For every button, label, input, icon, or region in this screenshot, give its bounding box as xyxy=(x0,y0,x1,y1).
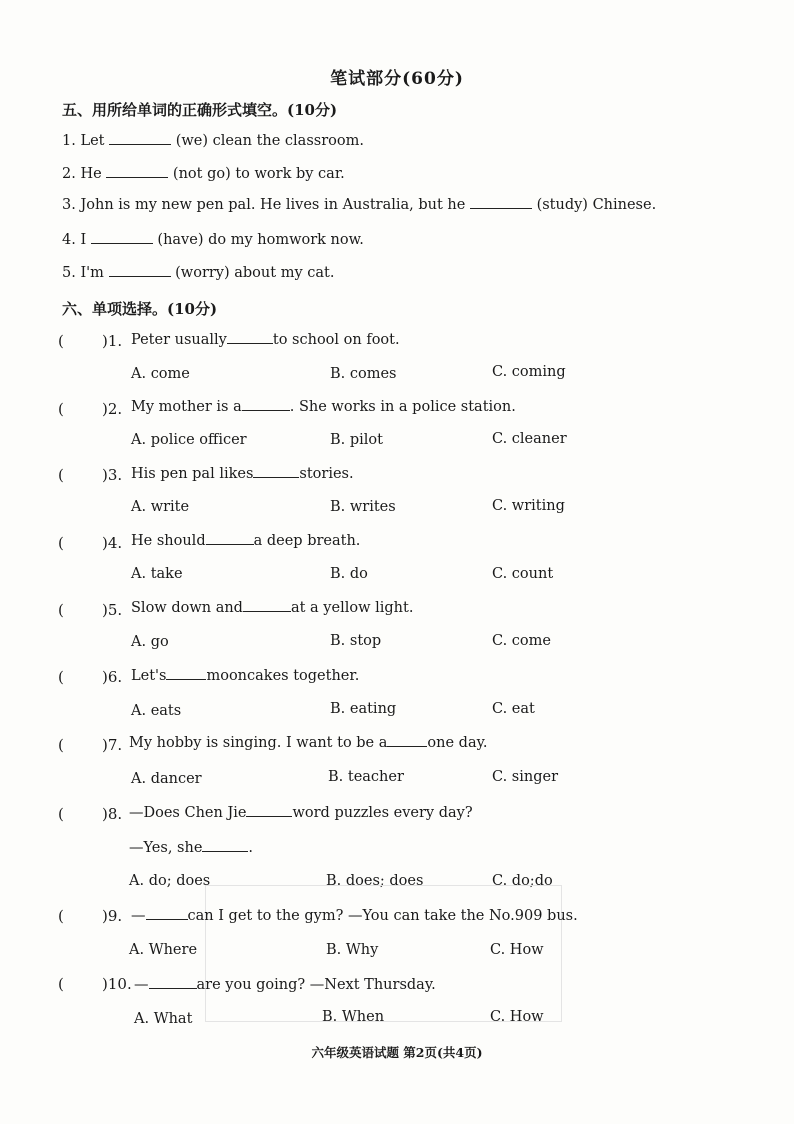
answer-blank[interactable] xyxy=(109,276,171,277)
fill-item-1: 1. Let (we) clean the classroom. xyxy=(62,133,364,149)
question-stem-1: Peter usually to school on foot. xyxy=(131,332,400,348)
answer-paren-9[interactable]: ( )9. xyxy=(58,907,123,925)
option-a-9: A. Where xyxy=(129,942,198,958)
question-blank xyxy=(166,679,206,680)
answer-paren-2[interactable]: ( )2. xyxy=(58,400,123,418)
question-stem-5: Slow down and at a yellow light. xyxy=(131,600,414,616)
question-blank xyxy=(387,746,427,747)
option-b-10: B. When xyxy=(322,1009,385,1025)
fill-item-4: 4. I (have) do my homwork now. xyxy=(62,232,364,248)
option-a-1: A. come xyxy=(131,366,190,382)
option-a-4: A. take xyxy=(131,566,183,582)
question-stem-3: His pen pal likes stories. xyxy=(131,466,354,482)
fill-item-5: 5. I'm (worry) about my cat. xyxy=(62,265,335,281)
answer-paren-7[interactable]: ( )7. xyxy=(58,736,123,754)
question-stem-10: — are you going? —Next Thursday. xyxy=(134,977,436,993)
option-a-8: A. do; does xyxy=(129,873,211,889)
fill-item-2: 2. He (not go) to work by car. xyxy=(62,166,345,182)
question-stem-8-reply: —Yes, she . xyxy=(129,840,254,856)
option-a-7: A. dancer xyxy=(131,771,202,787)
option-b-9: B. Why xyxy=(326,942,379,958)
page-footer: 六年级英语试题 第2页(共4页) xyxy=(311,1045,483,1060)
option-b-4: B. do xyxy=(330,566,368,582)
question-blank xyxy=(206,544,254,545)
option-a-10: A. What xyxy=(134,1011,193,1027)
option-c-5: C. come xyxy=(492,633,551,649)
page-title: 笔试部分(60分) xyxy=(330,69,464,89)
question-blank xyxy=(243,611,291,612)
option-c-4: C. count xyxy=(492,566,554,582)
question-stem-8: —Does Chen Jie word puzzles every day? xyxy=(129,805,473,821)
option-b-7: B. teacher xyxy=(328,769,404,785)
section5-heading: 五、用所给单词的正确形式填空。(10分) xyxy=(62,101,338,119)
option-c-1: C. coming xyxy=(492,364,566,380)
option-b-2: B. pilot xyxy=(330,432,383,448)
option-b-5: B. stop xyxy=(330,633,382,649)
option-a-3: A. write xyxy=(131,499,190,515)
answer-blank[interactable] xyxy=(470,208,532,209)
question-blank xyxy=(253,477,299,478)
option-c-9: C. How xyxy=(490,942,544,958)
option-c-7: C. singer xyxy=(492,769,559,785)
option-c-3: C. writing xyxy=(492,498,565,514)
question-blank xyxy=(227,343,273,344)
section6-heading: 六、单项选择。(10分) xyxy=(62,300,218,318)
answer-paren-4[interactable]: ( )4. xyxy=(58,534,123,552)
question-blank xyxy=(202,851,248,852)
answer-paren-6[interactable]: ( )6. xyxy=(58,668,123,686)
option-c-8: C. do;do xyxy=(492,873,553,889)
question-blank xyxy=(246,816,292,817)
answer-blank[interactable] xyxy=(109,144,171,145)
answer-paren-3[interactable]: ( )3. xyxy=(58,466,123,484)
question-blank xyxy=(242,410,290,411)
option-a-2: A. police officer xyxy=(131,432,247,448)
option-b-3: B. writes xyxy=(330,499,396,515)
question-stem-6: Let's mooncakes together. xyxy=(131,668,360,684)
question-stem-7: My hobby is singing. I want to be a one day. xyxy=(129,735,488,751)
question-stem-2: My mother is a . She works in a police station. xyxy=(131,399,516,415)
answer-blank[interactable] xyxy=(106,177,168,178)
option-b-1: B. comes xyxy=(330,366,397,382)
option-b-6: B. eating xyxy=(330,701,397,717)
option-c-6: C. eat xyxy=(492,701,535,717)
option-b-8: B. does; does xyxy=(326,873,424,889)
answer-paren-5[interactable]: ( )5. xyxy=(58,601,123,619)
answer-paren-10[interactable]: ( )10. xyxy=(58,975,132,993)
question-stem-9: — can I get to the gym? —You can take the No.909 bus. xyxy=(131,908,578,924)
question-stem-4: He should a deep breath. xyxy=(131,533,361,549)
fill-item-3: 3. John is my new pen pal. He lives in Australia, but he (study) Chinese. xyxy=(62,197,657,213)
option-a-5: A. go xyxy=(131,634,169,650)
answer-blank[interactable] xyxy=(91,243,153,244)
question-blank xyxy=(149,988,197,989)
option-c-10: C. How xyxy=(490,1009,544,1025)
answer-paren-8[interactable]: ( )8. xyxy=(58,805,123,823)
answer-paren-1[interactable]: ( )1. xyxy=(58,332,123,350)
option-c-2: C. cleaner xyxy=(492,431,567,447)
question-blank xyxy=(146,919,188,920)
option-a-6: A. eats xyxy=(131,703,182,719)
